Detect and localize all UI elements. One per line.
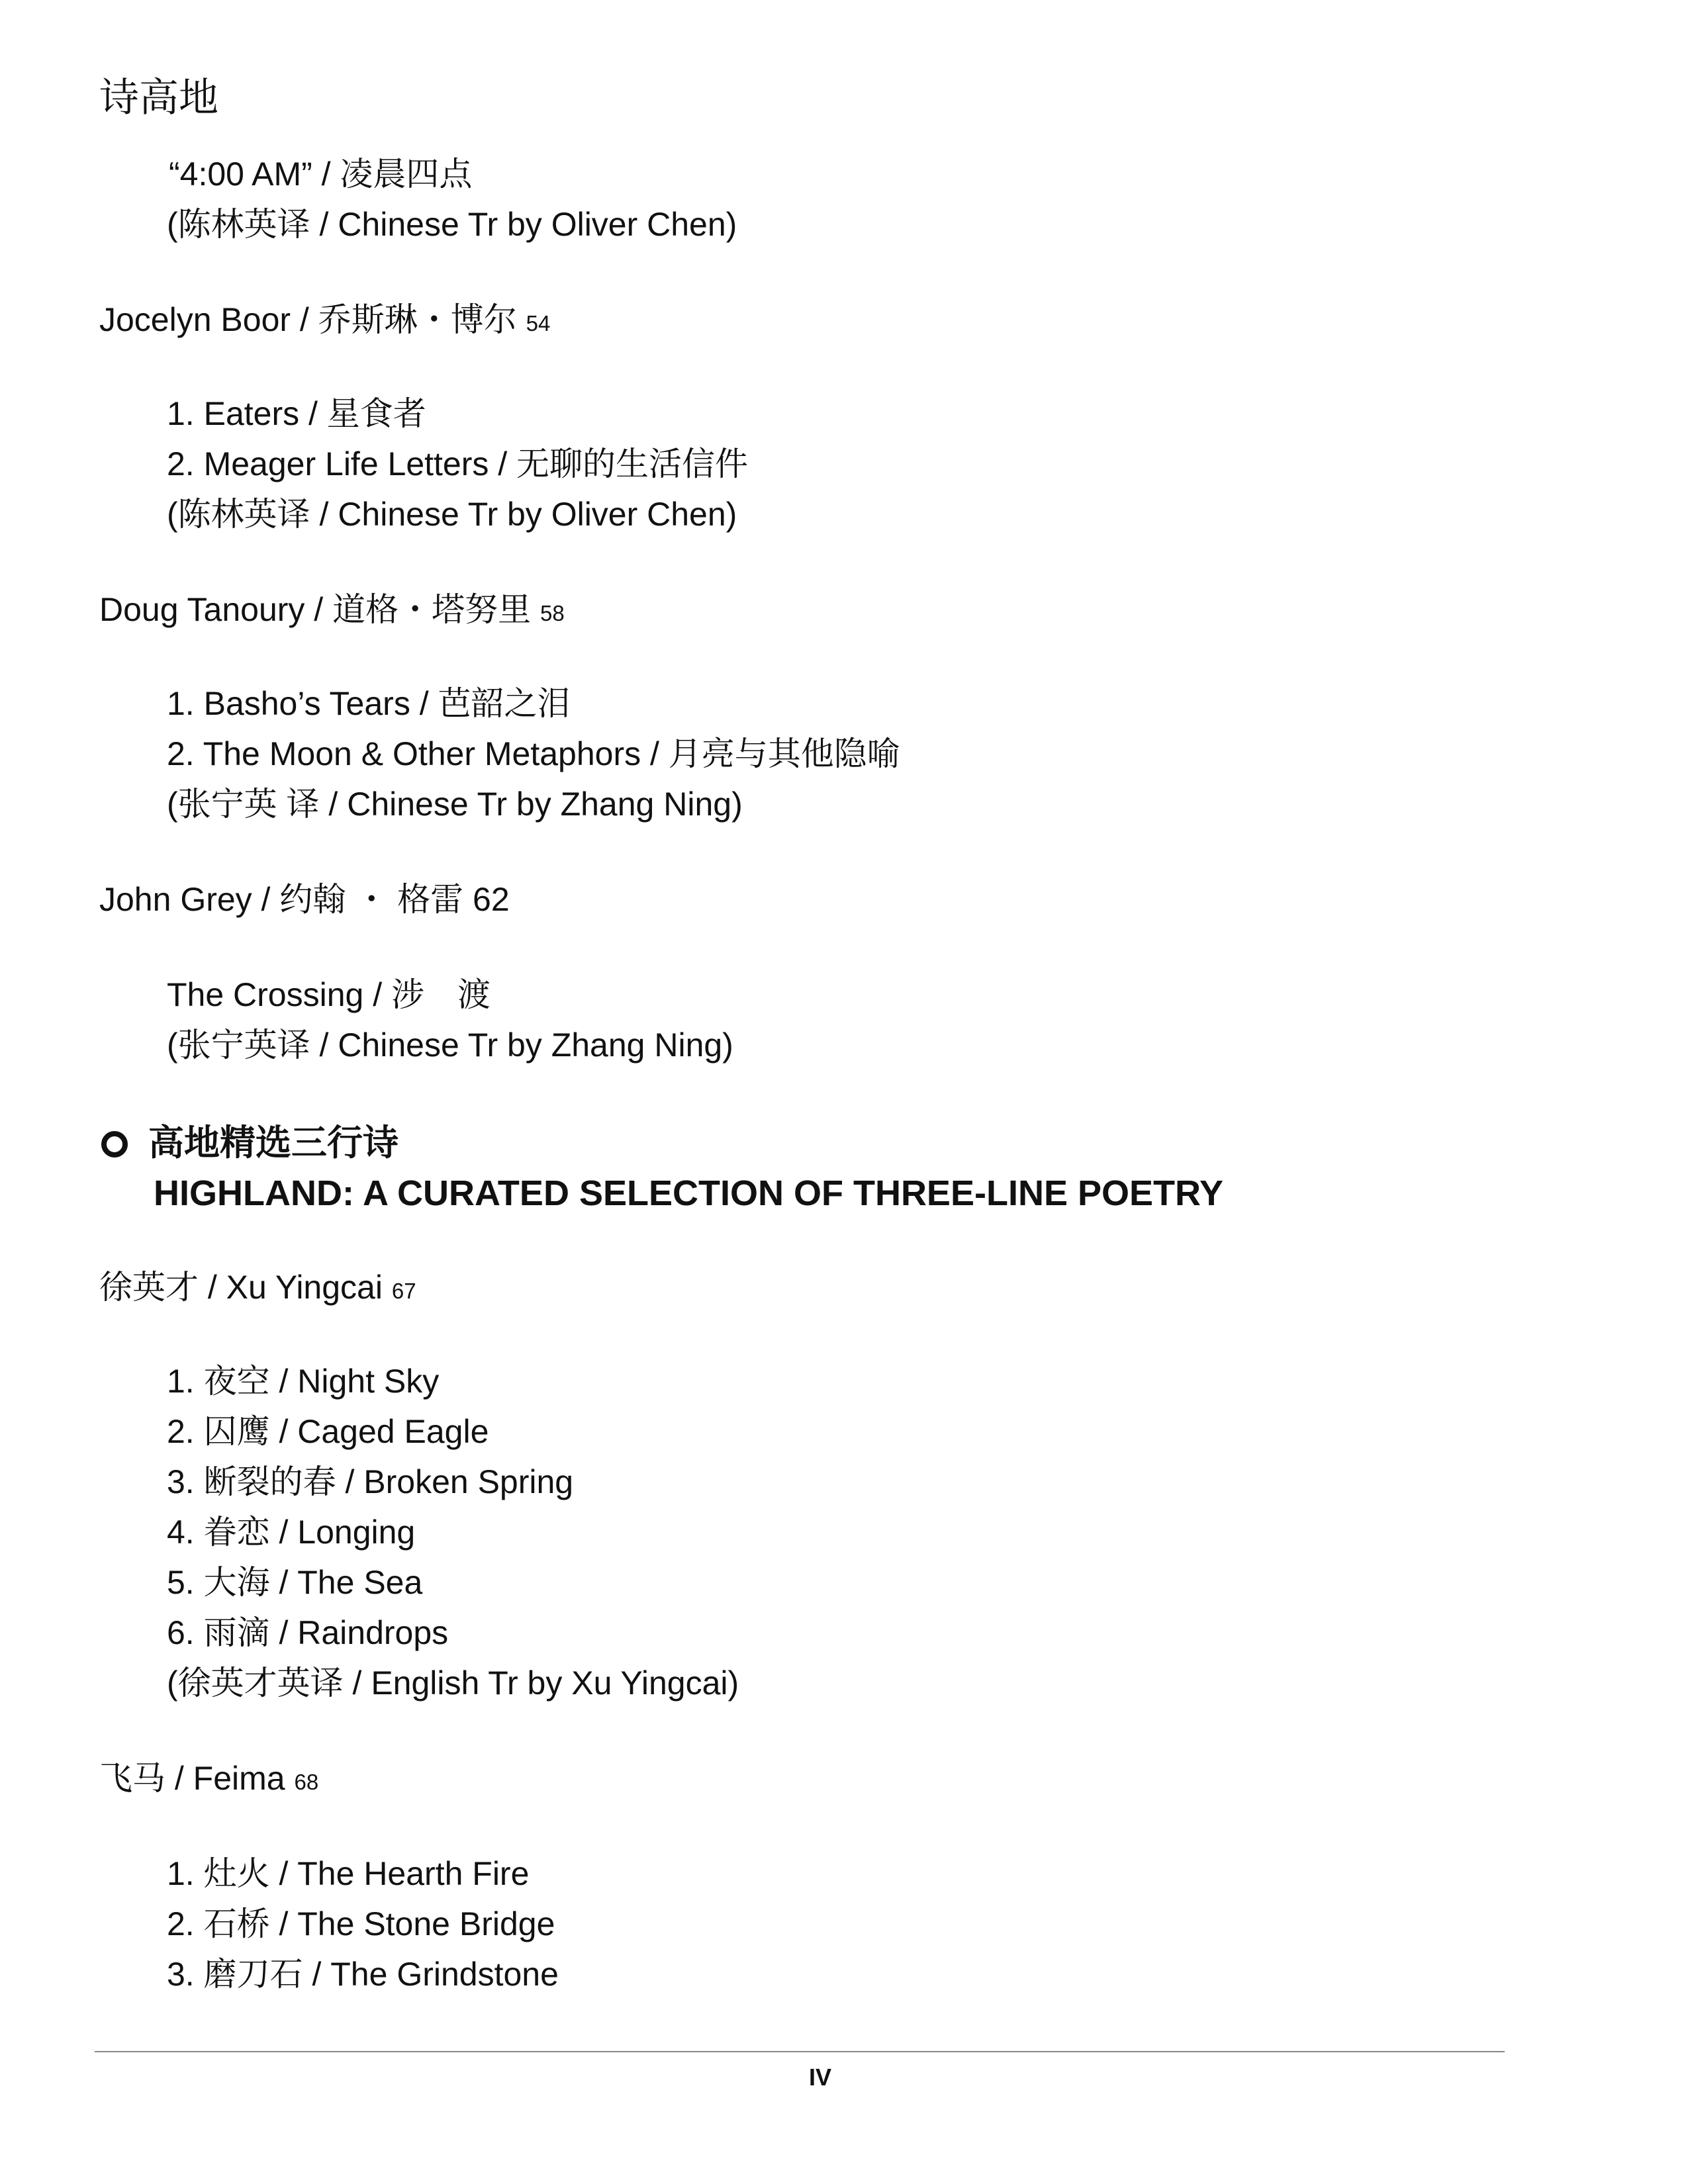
- author-name: Jocelyn Boor / 乔斯琳・博尔: [99, 301, 517, 338]
- poem-title: 6. 雨滴 / Raindrops: [167, 1614, 449, 1651]
- page-ref: 54: [526, 311, 551, 336]
- poem-title: 4. 眷恋 / Longing: [167, 1514, 416, 1551]
- page-ref: 68: [294, 1770, 319, 1794]
- page-ref: 67: [391, 1279, 416, 1303]
- poem-title: 5. 大海 / The Sea: [167, 1564, 423, 1601]
- poem-title: 2. The Moon & Other Metaphors / 月亮与其他隐喻: [167, 735, 900, 772]
- poem-title: 3. 断裂的春 / Broken Spring: [167, 1463, 574, 1500]
- section-title-english: HIGHLAND: A CURATED SELECTION OF THREE-LINE POETRY: [154, 1173, 1223, 1213]
- translator-credit: (陈林英译 / Chinese Tr by Oliver Chen): [167, 206, 737, 243]
- poem-title: 3. 磨刀石 / The Grindstone: [167, 1956, 559, 1993]
- author-entry: [99, 1271, 416, 1304]
- poem-title: “4:00 AM” / 凌晨四点: [169, 156, 473, 193]
- poem-title: The Crossing / 涉 渡: [167, 976, 491, 1013]
- author-entry: [99, 303, 550, 336]
- author-entry: [99, 593, 565, 626]
- section-title-chinese: 高地精选三行诗: [148, 1123, 399, 1163]
- translator-credit: (张宁英译 / Chinese Tr by Zhang Ning): [167, 1026, 733, 1064]
- translator-credit: (徐英才英译 / English Tr by Xu Yingcai): [167, 1664, 739, 1702]
- page-header-title: 诗高地: [99, 75, 218, 121]
- poem-title: 2. Meager Life Letters / 无聊的生活信件: [167, 445, 749, 482]
- poem-title: 1. 夜空 / Night Sky: [167, 1363, 440, 1400]
- section-bullet-icon: [101, 1131, 128, 1158]
- author-entry: [99, 1762, 318, 1795]
- poem-title: 1. 灶火 / The Hearth Fire: [167, 1855, 530, 1892]
- poem-title: 1. Basho’s Tears / 芭韶之泪: [167, 685, 571, 722]
- translator-credit: (张宁英 译 / Chinese Tr by Zhang Ning): [167, 786, 743, 823]
- author-entry: John Grey / 约翰 ・ 格雷 62: [99, 881, 510, 918]
- translator-credit: (陈林英译 / Chinese Tr by Oliver Chen): [167, 496, 737, 533]
- author-name: 徐英才 / Xu Yingcai: [99, 1269, 383, 1306]
- author-name: Doug Tanoury / 道格・塔努里: [99, 591, 532, 628]
- poem-title: 2. 石桥 / The Stone Bridge: [167, 1905, 555, 1942]
- poem-title: 1. Eaters / 星食者: [167, 395, 426, 432]
- page-number: IV: [809, 2064, 832, 2091]
- poem-title: 2. 囚鹰 / Caged Eagle: [167, 1413, 489, 1450]
- author-name: 飞马 / Feima: [99, 1760, 285, 1797]
- footer-divider: [95, 2051, 1505, 2052]
- page-ref: 58: [539, 601, 565, 625]
